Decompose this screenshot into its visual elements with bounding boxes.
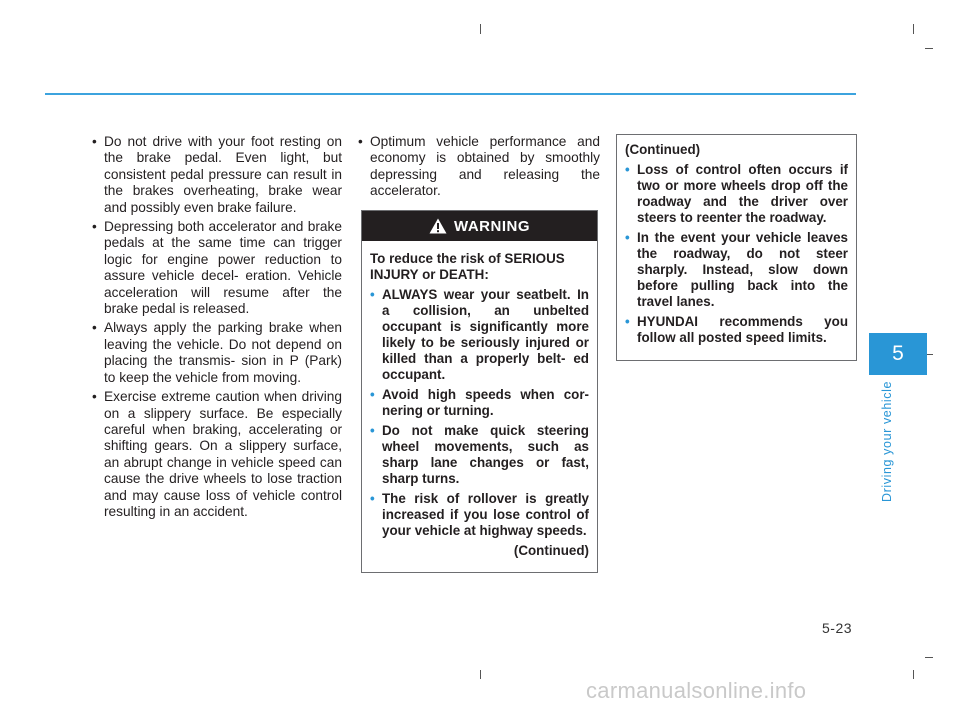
warning-box (361, 210, 598, 573)
crop-mark (925, 48, 933, 49)
list-item: • Depressing both accelerator and brake pedals at the same time can trigger logic for engine power reduction to assure vehicle decel- eration. Vehicle acceleration will resume after the brake pedal is released. (92, 219, 342, 317)
warning-list (370, 287, 589, 539)
warning-continued: (Continued) (513, 543, 589, 558)
list-item: • Optimum vehicle performance and economy is obtained by smoothly depressing and releasing the accelerator. (358, 134, 600, 199)
warning-intro: To reduce the risk of SERIOUS INJURY or DEATH: (370, 251, 565, 282)
list-item: • Exercise extreme caution when driving on a slippery surface. Be especially careful when braking, accelerating or shifting gears. On a slippery surface, an abrupt change in vehicle speed can cause the drive wheels to lose traction and may cause loss of vehicle control resulting in an accident. (92, 389, 342, 519)
list-item: • Always apply the parking brake when leaving the vehicle. Do not depend on placing the transmis- sion in P (Park) to keep the vehicle from moving. (92, 320, 342, 385)
warning-item: • HYUNDAI recommends you follow all posted speed limits. (625, 314, 848, 345)
left-bullet-list (90, 134, 342, 520)
warning-item: • ALWAYS wear your seatbelt. In a collision, an unbelted occupant is significantly more likely to be seriously injured or killed than a properly belt- ed occupant. (370, 287, 589, 382)
middle-column (356, 134, 600, 203)
warning-item: • Do not make quick steering wheel movements, such as sharp lane changes or fast, sharp turns. (370, 423, 589, 486)
middle-bullet-list (356, 134, 600, 200)
page-number: 5-23 (822, 620, 853, 636)
crop-mark (925, 657, 933, 658)
warning-title: WARNING (454, 217, 530, 235)
chapter-title (880, 380, 898, 502)
list-item: • Do not drive with your foot resting on the brake pedal. Even light, but consistent pedal pressure can result in the brakes overheating, brake wear and possibly even brake failure. (92, 134, 342, 215)
chapter-tab: 5 (869, 333, 927, 375)
warning-body (362, 241, 597, 559)
warning-item: • The risk of rollover is greatly increased if you lose control of your vehicle at highway speeds. (370, 491, 589, 538)
continued-warning-box (616, 134, 857, 361)
warning-item: • Loss of control often occurs if two or more wheels drop off the roadway and the driver over steers to reenter the roadway. (625, 162, 848, 225)
crop-mark (913, 670, 914, 679)
left-column (90, 134, 342, 523)
warning-item: • Avoid high speeds when cor- nering or turning. (370, 387, 589, 418)
crop-mark (480, 670, 481, 679)
warning-item: • In the event your vehicle leaves the roadway, do not steer sharply. Instead, slow down before pulling back into the travel lanes. (625, 230, 848, 309)
header-rule (45, 93, 856, 95)
crop-mark (913, 24, 914, 34)
crop-mark (480, 24, 481, 34)
continued-body (617, 135, 856, 346)
warning-header (362, 211, 597, 241)
chapter-title-text: Driving your vehicle (880, 380, 894, 502)
continued-list (625, 162, 848, 346)
warning-triangle-icon (429, 218, 447, 234)
continued-label: (Continued) (625, 142, 701, 157)
watermark: carmanualsonline.info (586, 678, 807, 703)
